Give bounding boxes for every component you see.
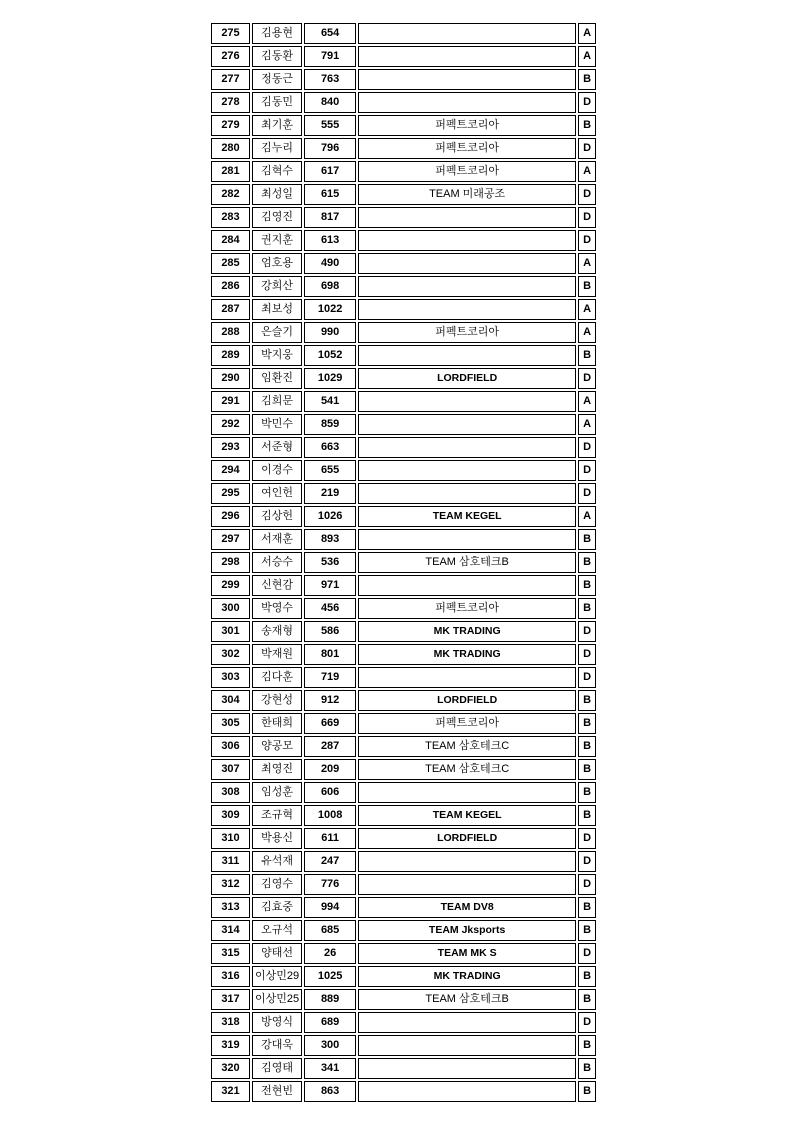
table-row — [211, 115, 596, 136]
table-row — [211, 759, 596, 780]
cell-group-letter: B — [578, 897, 596, 918]
table-row — [211, 460, 596, 481]
cell-player-name: 김효중 — [252, 897, 302, 918]
table-row — [211, 667, 596, 688]
cell-group-letter: A — [578, 299, 596, 320]
cell-entry-number: 309 — [211, 805, 250, 826]
cell-team-name — [358, 23, 576, 44]
table-row — [211, 1058, 596, 1079]
table-row — [211, 253, 596, 274]
cell-score-number: 817 — [304, 207, 356, 228]
cell-group-letter: B — [578, 782, 596, 803]
cell-score-number: 615 — [304, 184, 356, 205]
cell-score-number: 341 — [304, 1058, 356, 1079]
cell-score-number: 796 — [304, 138, 356, 159]
cell-group-letter: B — [578, 736, 596, 757]
cell-team-name — [358, 1035, 576, 1056]
cell-player-name: 박용신 — [252, 828, 302, 849]
roster-table — [209, 21, 598, 1104]
cell-player-name: 강현성 — [252, 690, 302, 711]
cell-score-number: 669 — [304, 713, 356, 734]
cell-score-number: 1052 — [304, 345, 356, 366]
cell-team-name: LORDFIELD — [358, 828, 576, 849]
cell-entry-number: 279 — [211, 115, 250, 136]
cell-entry-number: 275 — [211, 23, 250, 44]
cell-group-letter: D — [578, 460, 596, 481]
cell-score-number: 613 — [304, 230, 356, 251]
table-row — [211, 483, 596, 504]
cell-group-letter: D — [578, 230, 596, 251]
cell-entry-number: 315 — [211, 943, 250, 964]
cell-team-name: MK TRADING — [358, 966, 576, 987]
cell-entry-number: 314 — [211, 920, 250, 941]
cell-player-name: 서재훈 — [252, 529, 302, 550]
cell-group-letter: B — [578, 1081, 596, 1102]
cell-entry-number: 278 — [211, 92, 250, 113]
cell-entry-number: 310 — [211, 828, 250, 849]
cell-team-name: LORDFIELD — [358, 368, 576, 389]
cell-entry-number: 276 — [211, 46, 250, 67]
cell-player-name: 정동근 — [252, 69, 302, 90]
cell-entry-number: 313 — [211, 897, 250, 918]
cell-player-name: 양태선 — [252, 943, 302, 964]
cell-team-name: TEAM 삼호테크B — [358, 552, 576, 573]
cell-player-name: 최기훈 — [252, 115, 302, 136]
cell-group-letter: A — [578, 391, 596, 412]
cell-score-number: 611 — [304, 828, 356, 849]
cell-score-number: 840 — [304, 92, 356, 113]
table-row — [211, 552, 596, 573]
cell-group-letter: D — [578, 621, 596, 642]
cell-team-name: 퍼펙트코리아 — [358, 138, 576, 159]
table-row — [211, 506, 596, 527]
cell-entry-number: 291 — [211, 391, 250, 412]
cell-team-name — [358, 276, 576, 297]
cell-entry-number: 321 — [211, 1081, 250, 1102]
cell-entry-number: 320 — [211, 1058, 250, 1079]
cell-player-name: 김영수 — [252, 874, 302, 895]
table-row — [211, 299, 596, 320]
cell-player-name: 서준형 — [252, 437, 302, 458]
cell-player-name: 오규석 — [252, 920, 302, 941]
cell-entry-number: 290 — [211, 368, 250, 389]
cell-team-name — [358, 667, 576, 688]
cell-score-number: 990 — [304, 322, 356, 343]
cell-team-name: TEAM KEGEL — [358, 506, 576, 527]
cell-team-name: TEAM Jksports — [358, 920, 576, 941]
cell-player-name: 여인헌 — [252, 483, 302, 504]
cell-group-letter: D — [578, 437, 596, 458]
cell-group-letter: B — [578, 598, 596, 619]
cell-score-number: 791 — [304, 46, 356, 67]
cell-group-letter: D — [578, 207, 596, 228]
cell-team-name: MK TRADING — [358, 644, 576, 665]
cell-score-number: 663 — [304, 437, 356, 458]
cell-entry-number: 296 — [211, 506, 250, 527]
cell-score-number: 541 — [304, 391, 356, 412]
cell-score-number: 1008 — [304, 805, 356, 826]
cell-team-name — [358, 414, 576, 435]
cell-player-name: 양공모 — [252, 736, 302, 757]
cell-group-letter: A — [578, 161, 596, 182]
cell-entry-number: 295 — [211, 483, 250, 504]
cell-group-letter: B — [578, 1035, 596, 1056]
cell-player-name: 박지웅 — [252, 345, 302, 366]
table-row — [211, 920, 596, 941]
cell-entry-number: 283 — [211, 207, 250, 228]
cell-team-name: TEAM 삼호테크C — [358, 736, 576, 757]
cell-score-number: 1025 — [304, 966, 356, 987]
table-row — [211, 621, 596, 642]
cell-team-name — [358, 575, 576, 596]
cell-entry-number: 317 — [211, 989, 250, 1010]
cell-player-name: 최영진 — [252, 759, 302, 780]
table-row — [211, 644, 596, 665]
table-row — [211, 391, 596, 412]
cell-entry-number: 282 — [211, 184, 250, 205]
cell-team-name — [358, 483, 576, 504]
cell-score-number: 1029 — [304, 368, 356, 389]
cell-entry-number: 319 — [211, 1035, 250, 1056]
cell-score-number: 994 — [304, 897, 356, 918]
cell-score-number: 685 — [304, 920, 356, 941]
table-row — [211, 805, 596, 826]
cell-group-letter: D — [578, 1012, 596, 1033]
table-row — [211, 690, 596, 711]
cell-team-name — [358, 1012, 576, 1033]
cell-team-name — [358, 1081, 576, 1102]
cell-group-letter: D — [578, 667, 596, 688]
cell-entry-number: 297 — [211, 529, 250, 550]
cell-player-name: 전현빈 — [252, 1081, 302, 1102]
cell-entry-number: 288 — [211, 322, 250, 343]
cell-entry-number: 318 — [211, 1012, 250, 1033]
cell-player-name: 김누리 — [252, 138, 302, 159]
table-row — [211, 46, 596, 67]
table-row — [211, 989, 596, 1010]
cell-score-number: 586 — [304, 621, 356, 642]
cell-team-name: TEAM DV8 — [358, 897, 576, 918]
cell-group-letter: D — [578, 874, 596, 895]
cell-player-name: 최성일 — [252, 184, 302, 205]
cell-entry-number: 312 — [211, 874, 250, 895]
cell-score-number: 287 — [304, 736, 356, 757]
cell-player-name: 박영수 — [252, 598, 302, 619]
cell-team-name: TEAM 삼호테크B — [358, 989, 576, 1010]
cell-score-number: 719 — [304, 667, 356, 688]
cell-player-name: 임환진 — [252, 368, 302, 389]
cell-entry-number: 300 — [211, 598, 250, 619]
cell-team-name — [358, 851, 576, 872]
cell-group-letter: B — [578, 529, 596, 550]
cell-group-letter: D — [578, 828, 596, 849]
cell-score-number: 617 — [304, 161, 356, 182]
cell-score-number: 863 — [304, 1081, 356, 1102]
table-row — [211, 874, 596, 895]
cell-entry-number: 304 — [211, 690, 250, 711]
cell-entry-number: 307 — [211, 759, 250, 780]
cell-team-name: 퍼펙트코리아 — [358, 598, 576, 619]
table-row — [211, 828, 596, 849]
cell-team-name: TEAM MK S — [358, 943, 576, 964]
cell-group-letter: D — [578, 92, 596, 113]
cell-entry-number: 277 — [211, 69, 250, 90]
cell-team-name — [358, 345, 576, 366]
cell-player-name: 김영태 — [252, 1058, 302, 1079]
cell-entry-number: 285 — [211, 253, 250, 274]
cell-group-letter: B — [578, 966, 596, 987]
table-row — [211, 161, 596, 182]
table-row — [211, 598, 596, 619]
cell-score-number: 555 — [304, 115, 356, 136]
cell-group-letter: A — [578, 506, 596, 527]
cell-player-name: 김다훈 — [252, 667, 302, 688]
cell-player-name: 강희산 — [252, 276, 302, 297]
cell-player-name: 한태희 — [252, 713, 302, 734]
cell-player-name: 박재원 — [252, 644, 302, 665]
cell-team-name — [358, 299, 576, 320]
cell-score-number: 209 — [304, 759, 356, 780]
table-row — [211, 437, 596, 458]
cell-team-name — [358, 782, 576, 803]
cell-team-name: 퍼펙트코리아 — [358, 115, 576, 136]
cell-player-name: 송재형 — [252, 621, 302, 642]
cell-team-name — [358, 529, 576, 550]
cell-player-name: 엄호용 — [252, 253, 302, 274]
cell-score-number: 859 — [304, 414, 356, 435]
table-row — [211, 207, 596, 228]
cell-group-letter: A — [578, 23, 596, 44]
cell-group-letter: B — [578, 989, 596, 1010]
table-row — [211, 23, 596, 44]
cell-player-name: 이상민25 — [252, 989, 302, 1010]
cell-player-name: 김동환 — [252, 46, 302, 67]
cell-entry-number: 316 — [211, 966, 250, 987]
cell-group-letter: D — [578, 483, 596, 504]
cell-score-number: 893 — [304, 529, 356, 550]
cell-score-number: 606 — [304, 782, 356, 803]
table-row — [211, 230, 596, 251]
cell-team-name — [358, 1058, 576, 1079]
table-row — [211, 92, 596, 113]
cell-entry-number: 292 — [211, 414, 250, 435]
cell-team-name — [358, 253, 576, 274]
table-row — [211, 322, 596, 343]
cell-team-name: MK TRADING — [358, 621, 576, 642]
table-row — [211, 368, 596, 389]
roster-table-body — [211, 23, 596, 1102]
cell-team-name — [358, 874, 576, 895]
cell-score-number: 219 — [304, 483, 356, 504]
cell-player-name: 조규혁 — [252, 805, 302, 826]
cell-team-name — [358, 437, 576, 458]
table-row — [211, 529, 596, 550]
cell-group-letter: D — [578, 644, 596, 665]
cell-player-name: 김동민 — [252, 92, 302, 113]
cell-entry-number: 286 — [211, 276, 250, 297]
cell-player-name: 박민수 — [252, 414, 302, 435]
cell-group-letter: B — [578, 713, 596, 734]
table-row — [211, 69, 596, 90]
cell-entry-number: 302 — [211, 644, 250, 665]
cell-team-name — [358, 92, 576, 113]
cell-entry-number: 293 — [211, 437, 250, 458]
cell-entry-number: 281 — [211, 161, 250, 182]
cell-score-number: 698 — [304, 276, 356, 297]
cell-group-letter: A — [578, 414, 596, 435]
cell-entry-number: 305 — [211, 713, 250, 734]
cell-group-letter: B — [578, 690, 596, 711]
table-row — [211, 184, 596, 205]
cell-entry-number: 306 — [211, 736, 250, 757]
cell-group-letter: B — [578, 1058, 596, 1079]
table-row — [211, 851, 596, 872]
cell-score-number: 1022 — [304, 299, 356, 320]
cell-group-letter: B — [578, 759, 596, 780]
cell-entry-number: 287 — [211, 299, 250, 320]
cell-group-letter: B — [578, 920, 596, 941]
table-row — [211, 1012, 596, 1033]
cell-entry-number: 289 — [211, 345, 250, 366]
cell-player-name: 최보성 — [252, 299, 302, 320]
cell-team-name: 퍼펙트코리아 — [358, 322, 576, 343]
cell-team-name — [358, 207, 576, 228]
table-row — [211, 897, 596, 918]
cell-team-name: LORDFIELD — [358, 690, 576, 711]
cell-entry-number: 280 — [211, 138, 250, 159]
cell-player-name: 김영진 — [252, 207, 302, 228]
cell-score-number: 247 — [304, 851, 356, 872]
cell-player-name: 권지훈 — [252, 230, 302, 251]
cell-entry-number: 308 — [211, 782, 250, 803]
cell-score-number: 655 — [304, 460, 356, 481]
cell-player-name: 서승수 — [252, 552, 302, 573]
cell-entry-number: 299 — [211, 575, 250, 596]
cell-group-letter: B — [578, 575, 596, 596]
table-row — [211, 736, 596, 757]
table-row — [211, 276, 596, 297]
cell-team-name — [358, 391, 576, 412]
cell-team-name — [358, 230, 576, 251]
cell-player-name: 김희문 — [252, 391, 302, 412]
cell-entry-number: 301 — [211, 621, 250, 642]
cell-score-number: 654 — [304, 23, 356, 44]
cell-team-name — [358, 460, 576, 481]
cell-group-letter: A — [578, 253, 596, 274]
table-row — [211, 575, 596, 596]
table-row — [211, 414, 596, 435]
cell-team-name: TEAM KEGEL — [358, 805, 576, 826]
cell-score-number: 490 — [304, 253, 356, 274]
cell-team-name: TEAM 삼호테크C — [358, 759, 576, 780]
cell-player-name: 은슬기 — [252, 322, 302, 343]
cell-entry-number: 284 — [211, 230, 250, 251]
cell-score-number: 971 — [304, 575, 356, 596]
cell-player-name: 신현감 — [252, 575, 302, 596]
table-row — [211, 966, 596, 987]
cell-player-name: 강대욱 — [252, 1035, 302, 1056]
cell-player-name: 방영식 — [252, 1012, 302, 1033]
cell-player-name: 이경수 — [252, 460, 302, 481]
cell-player-name: 유석재 — [252, 851, 302, 872]
cell-player-name: 김혁수 — [252, 161, 302, 182]
cell-team-name: 퍼펙트코리아 — [358, 713, 576, 734]
table-row — [211, 345, 596, 366]
cell-player-name: 이상민29 — [252, 966, 302, 987]
cell-score-number: 26 — [304, 943, 356, 964]
cell-score-number: 689 — [304, 1012, 356, 1033]
cell-team-name — [358, 69, 576, 90]
cell-player-name: 김용현 — [252, 23, 302, 44]
cell-score-number: 889 — [304, 989, 356, 1010]
table-row — [211, 1035, 596, 1056]
table-row — [211, 943, 596, 964]
cell-group-letter: D — [578, 943, 596, 964]
cell-score-number: 536 — [304, 552, 356, 573]
cell-group-letter: B — [578, 115, 596, 136]
cell-team-name: TEAM 미래공조 — [358, 184, 576, 205]
cell-score-number: 456 — [304, 598, 356, 619]
cell-group-letter: D — [578, 138, 596, 159]
cell-group-letter: B — [578, 805, 596, 826]
cell-score-number: 300 — [304, 1035, 356, 1056]
cell-score-number: 763 — [304, 69, 356, 90]
cell-score-number: 912 — [304, 690, 356, 711]
table-row — [211, 713, 596, 734]
cell-group-letter: B — [578, 69, 596, 90]
cell-player-name: 임성훈 — [252, 782, 302, 803]
cell-score-number: 1026 — [304, 506, 356, 527]
cell-group-letter: B — [578, 345, 596, 366]
cell-group-letter: D — [578, 184, 596, 205]
cell-group-letter: D — [578, 851, 596, 872]
table-row — [211, 782, 596, 803]
cell-team-name: 퍼펙트코리아 — [358, 161, 576, 182]
cell-group-letter: B — [578, 276, 596, 297]
table-row — [211, 138, 596, 159]
cell-score-number: 801 — [304, 644, 356, 665]
cell-group-letter: B — [578, 552, 596, 573]
cell-entry-number: 294 — [211, 460, 250, 481]
cell-group-letter: A — [578, 46, 596, 67]
cell-player-name: 김상헌 — [252, 506, 302, 527]
cell-group-letter: A — [578, 322, 596, 343]
cell-entry-number: 298 — [211, 552, 250, 573]
cell-entry-number: 311 — [211, 851, 250, 872]
cell-group-letter: D — [578, 368, 596, 389]
cell-entry-number: 303 — [211, 667, 250, 688]
cell-score-number: 776 — [304, 874, 356, 895]
cell-team-name — [358, 46, 576, 67]
table-row — [211, 1081, 596, 1102]
